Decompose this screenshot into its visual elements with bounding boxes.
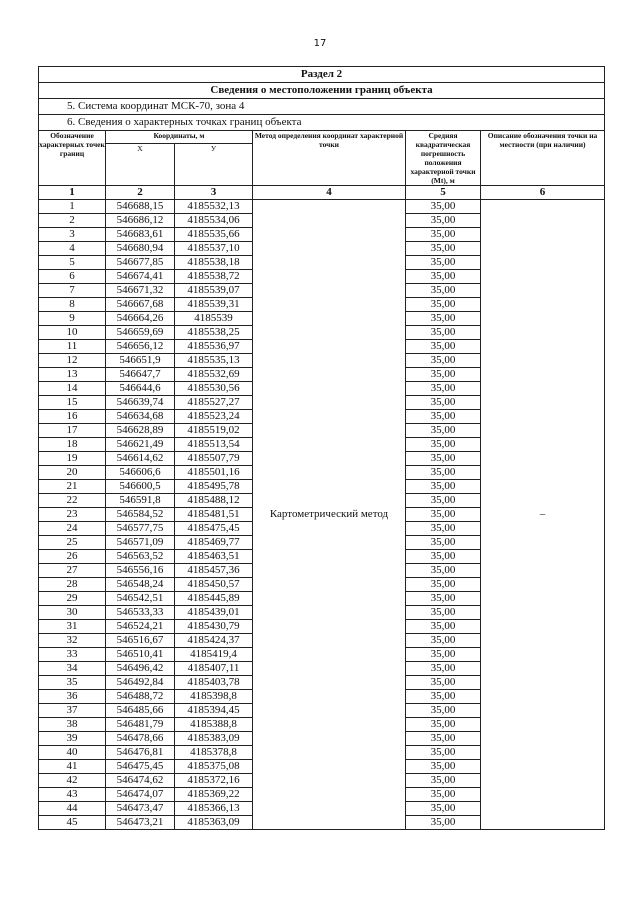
y-coordinate-cell: 4185532,69	[175, 368, 253, 382]
y-coordinate-cell: 4185403,78	[175, 676, 253, 690]
accuracy-cell: 35,00	[406, 760, 481, 774]
x-coordinate-cell: 546476,81	[106, 746, 175, 760]
column-number-row	[39, 186, 605, 200]
y-coordinate-cell: 4185469,77	[175, 536, 253, 550]
x-coordinate-cell: 546667,68	[106, 298, 175, 312]
y-coordinate-cell: 4185523,24	[175, 410, 253, 424]
x-coordinate-cell: 546644,6	[106, 382, 175, 396]
y-coordinate-cell: 4185534,06	[175, 214, 253, 228]
y-coordinate-cell: 4185369,22	[175, 788, 253, 802]
y-coordinate-cell: 4185419,4	[175, 648, 253, 662]
x-coordinate-cell: 546634,68	[106, 410, 175, 424]
y-coordinate-cell: 4185388,8	[175, 718, 253, 732]
x-coordinate-cell: 546571,09	[106, 536, 175, 550]
x-coordinate-cell: 546677,85	[106, 256, 175, 270]
accuracy-cell: 35,00	[406, 690, 481, 704]
y-coordinate-cell: 4185537,10	[175, 242, 253, 256]
y-coordinate-cell: 4185375,08	[175, 760, 253, 774]
y-coordinate-cell: 4185407,11	[175, 662, 253, 676]
point-number-cell: 18	[39, 438, 106, 452]
y-coordinate-cell: 4185363,09	[175, 816, 253, 830]
y-coordinate-cell: 4185507,79	[175, 452, 253, 466]
x-coordinate-cell: 546473,21	[106, 816, 175, 830]
point-number-cell: 3	[39, 228, 106, 242]
x-coordinate-cell: 546492,84	[106, 676, 175, 690]
accuracy-cell: 35,00	[406, 424, 481, 438]
y-coordinate-cell: 4185530,56	[175, 382, 253, 396]
header-x: X	[106, 143, 175, 185]
table-row	[39, 200, 605, 214]
accuracy-cell: 35,00	[406, 382, 481, 396]
point-number-cell: 28	[39, 578, 106, 592]
y-coordinate-cell: 4185430,79	[175, 620, 253, 634]
x-coordinate-cell: 546639,74	[106, 396, 175, 410]
x-coordinate-cell: 546647,7	[106, 368, 175, 382]
x-coordinate-cell: 546474,62	[106, 774, 175, 788]
x-coordinate-cell: 546651,9	[106, 354, 175, 368]
point-number-cell: 22	[39, 494, 106, 508]
y-coordinate-cell: 4185535,13	[175, 354, 253, 368]
y-coordinate-cell: 4185535,66	[175, 228, 253, 242]
y-coordinate-cell: 4185481,51	[175, 508, 253, 522]
column-number: 3	[175, 186, 253, 200]
x-coordinate-cell: 546556,16	[106, 564, 175, 578]
point-number-cell: 6	[39, 270, 106, 284]
description-cell: –	[481, 200, 605, 830]
accuracy-cell: 35,00	[406, 256, 481, 270]
x-coordinate-cell: 546473,47	[106, 802, 175, 816]
point-number-cell: 29	[39, 592, 106, 606]
page-number: 17	[313, 38, 327, 49]
header-coordinates: Координаты, м	[106, 131, 253, 144]
x-coordinate-cell: 546621,49	[106, 438, 175, 452]
y-coordinate-cell: 4185488,12	[175, 494, 253, 508]
point-number-cell: 11	[39, 340, 106, 354]
y-coordinate-cell: 4185513,54	[175, 438, 253, 452]
accuracy-cell: 35,00	[406, 312, 481, 326]
x-coordinate-cell: 546600,5	[106, 480, 175, 494]
point-number-cell: 21	[39, 480, 106, 494]
y-coordinate-cell: 4185445,89	[175, 592, 253, 606]
accuracy-cell: 35,00	[406, 606, 481, 620]
point-number-cell: 23	[39, 508, 106, 522]
point-number-cell: 44	[39, 802, 106, 816]
accuracy-cell: 35,00	[406, 410, 481, 424]
accuracy-cell: 35,00	[406, 578, 481, 592]
x-coordinate-cell: 546478,66	[106, 732, 175, 746]
section-subtitle: Сведения о местоположении границ объекта	[39, 83, 605, 99]
y-coordinate-cell: 4185539,07	[175, 284, 253, 298]
point-number-cell: 20	[39, 466, 106, 480]
x-coordinate-cell: 546496,42	[106, 662, 175, 676]
x-coordinate-cell: 546606,6	[106, 466, 175, 480]
accuracy-cell: 35,00	[406, 746, 481, 760]
accuracy-cell: 35,00	[406, 494, 481, 508]
accuracy-cell: 35,00	[406, 480, 481, 494]
accuracy-cell: 35,00	[406, 466, 481, 480]
point-number-cell: 4	[39, 242, 106, 256]
x-coordinate-cell: 546475,45	[106, 760, 175, 774]
point-number-cell: 43	[39, 788, 106, 802]
x-coordinate-cell: 546488,72	[106, 690, 175, 704]
x-coordinate-cell: 546548,24	[106, 578, 175, 592]
accuracy-cell: 35,00	[406, 284, 481, 298]
x-coordinate-cell: 546485,66	[106, 704, 175, 718]
accuracy-cell: 35,00	[406, 452, 481, 466]
point-number-cell: 40	[39, 746, 106, 760]
accuracy-cell: 35,00	[406, 340, 481, 354]
y-coordinate-cell: 4185383,09	[175, 732, 253, 746]
y-coordinate-cell: 4185495,78	[175, 480, 253, 494]
point-number-cell: 42	[39, 774, 106, 788]
point-number-cell: 37	[39, 704, 106, 718]
accuracy-cell: 35,00	[406, 242, 481, 256]
header-point-designation: Обозначение характерных точек границ	[39, 131, 106, 186]
column-number: 2	[106, 186, 175, 200]
accuracy-cell: 35,00	[406, 550, 481, 564]
header-method: Метод определения координат характерной точки	[253, 131, 406, 186]
y-coordinate-cell: 4185538,25	[175, 326, 253, 340]
x-coordinate-cell: 546680,94	[106, 242, 175, 256]
point-number-cell: 27	[39, 564, 106, 578]
column-number: 5	[406, 186, 481, 200]
y-coordinate-cell: 4185394,45	[175, 704, 253, 718]
x-coordinate-cell: 546510,41	[106, 648, 175, 662]
accuracy-cell: 35,00	[406, 354, 481, 368]
x-coordinate-cell: 546524,21	[106, 620, 175, 634]
accuracy-cell: 35,00	[406, 522, 481, 536]
y-coordinate-cell: 4185527,27	[175, 396, 253, 410]
y-coordinate-cell: 4185501,16	[175, 466, 253, 480]
point-number-cell: 34	[39, 662, 106, 676]
accuracy-cell: 35,00	[406, 676, 481, 690]
point-number-cell: 24	[39, 522, 106, 536]
point-number-cell: 8	[39, 298, 106, 312]
accuracy-cell: 35,00	[406, 802, 481, 816]
accuracy-cell: 35,00	[406, 200, 481, 214]
y-coordinate-cell: 4185366,13	[175, 802, 253, 816]
point-number-cell: 9	[39, 312, 106, 326]
point-number-cell: 32	[39, 634, 106, 648]
accuracy-cell: 35,00	[406, 634, 481, 648]
accuracy-cell: 35,00	[406, 662, 481, 676]
header-accuracy: Средняя квадратическая погрешность положения характерной точки (Мt), м	[406, 131, 481, 186]
point-number-cell: 45	[39, 816, 106, 830]
point-number-cell: 38	[39, 718, 106, 732]
accuracy-cell: 35,00	[406, 774, 481, 788]
accuracy-cell: 35,00	[406, 326, 481, 340]
accuracy-cell: 35,00	[406, 704, 481, 718]
point-number-cell: 16	[39, 410, 106, 424]
y-coordinate-cell: 4185519,02	[175, 424, 253, 438]
accuracy-cell: 35,00	[406, 298, 481, 312]
accuracy-cell: 35,00	[406, 732, 481, 746]
point-number-cell: 14	[39, 382, 106, 396]
x-coordinate-cell: 546674,41	[106, 270, 175, 284]
accuracy-cell: 35,00	[406, 270, 481, 284]
x-coordinate-cell: 546542,51	[106, 592, 175, 606]
x-coordinate-cell: 546656,12	[106, 340, 175, 354]
accuracy-cell: 35,00	[406, 508, 481, 522]
x-coordinate-cell: 546686,12	[106, 214, 175, 228]
point-number-cell: 36	[39, 690, 106, 704]
point-number-cell: 33	[39, 648, 106, 662]
y-coordinate-cell: 4185475,45	[175, 522, 253, 536]
accuracy-cell: 35,00	[406, 592, 481, 606]
point-number-cell: 31	[39, 620, 106, 634]
y-coordinate-cell: 4185457,36	[175, 564, 253, 578]
point-number-cell: 25	[39, 536, 106, 550]
y-coordinate-cell: 4185450,57	[175, 578, 253, 592]
point-number-cell: 30	[39, 606, 106, 620]
y-coordinate-cell: 4185463,51	[175, 550, 253, 564]
section-title: Раздел 2	[39, 67, 605, 83]
y-coordinate-cell: 4185398,8	[175, 690, 253, 704]
x-coordinate-cell: 546533,33	[106, 606, 175, 620]
boundary-points-table	[38, 66, 605, 830]
column-number: 6	[481, 186, 605, 200]
accuracy-cell: 35,00	[406, 228, 481, 242]
y-coordinate-cell: 4185372,16	[175, 774, 253, 788]
y-coordinate-cell: 4185538,18	[175, 256, 253, 270]
column-number: 1	[39, 186, 106, 200]
coordinate-system-line: 5. Система координат МСК-70, зона 4	[39, 99, 605, 115]
y-coordinate-cell: 4185539	[175, 312, 253, 326]
x-coordinate-cell: 546628,89	[106, 424, 175, 438]
column-number: 4	[253, 186, 406, 200]
point-number-cell: 35	[39, 676, 106, 690]
x-coordinate-cell: 546591,8	[106, 494, 175, 508]
y-coordinate-cell: 4185378,8	[175, 746, 253, 760]
y-coordinate-cell: 4185532,13	[175, 200, 253, 214]
point-number-cell: 26	[39, 550, 106, 564]
accuracy-cell: 35,00	[406, 438, 481, 452]
accuracy-cell: 35,00	[406, 788, 481, 802]
x-coordinate-cell: 546584,52	[106, 508, 175, 522]
accuracy-cell: 35,00	[406, 214, 481, 228]
y-coordinate-cell: 4185536,97	[175, 340, 253, 354]
header-description: Описание обозначения точки на местности (при наличии)	[481, 131, 605, 186]
x-coordinate-cell: 546688,15	[106, 200, 175, 214]
x-coordinate-cell: 546474,07	[106, 788, 175, 802]
x-coordinate-cell: 546671,32	[106, 284, 175, 298]
x-coordinate-cell: 546683,61	[106, 228, 175, 242]
point-number-cell: 10	[39, 326, 106, 340]
accuracy-cell: 35,00	[406, 648, 481, 662]
point-number-cell: 19	[39, 452, 106, 466]
point-number-cell: 7	[39, 284, 106, 298]
x-coordinate-cell: 546481,79	[106, 718, 175, 732]
header-y: У	[175, 143, 253, 185]
point-number-cell: 13	[39, 368, 106, 382]
y-coordinate-cell: 4185539,31	[175, 298, 253, 312]
accuracy-cell: 35,00	[406, 536, 481, 550]
point-number-cell: 39	[39, 732, 106, 746]
method-cell: Картометрический метод	[253, 200, 406, 830]
accuracy-cell: 35,00	[406, 396, 481, 410]
x-coordinate-cell: 546516,67	[106, 634, 175, 648]
point-number-cell: 41	[39, 760, 106, 774]
y-coordinate-cell: 4185538,72	[175, 270, 253, 284]
boundary-points-heading: 6. Сведения о характерных точках границ объекта	[39, 115, 605, 131]
point-number-cell: 1	[39, 200, 106, 214]
accuracy-cell: 35,00	[406, 620, 481, 634]
point-number-cell: 2	[39, 214, 106, 228]
accuracy-cell: 35,00	[406, 816, 481, 830]
x-coordinate-cell: 546614,62	[106, 452, 175, 466]
accuracy-cell: 35,00	[406, 368, 481, 382]
x-coordinate-cell: 546563,52	[106, 550, 175, 564]
point-number-cell: 12	[39, 354, 106, 368]
y-coordinate-cell: 4185424,37	[175, 634, 253, 648]
point-number-cell: 15	[39, 396, 106, 410]
point-number-cell: 5	[39, 256, 106, 270]
x-coordinate-cell: 546659,69	[106, 326, 175, 340]
point-number-cell: 17	[39, 424, 106, 438]
x-coordinate-cell: 546664,26	[106, 312, 175, 326]
x-coordinate-cell: 546577,75	[106, 522, 175, 536]
y-coordinate-cell: 4185439,01	[175, 606, 253, 620]
accuracy-cell: 35,00	[406, 718, 481, 732]
accuracy-cell: 35,00	[406, 564, 481, 578]
